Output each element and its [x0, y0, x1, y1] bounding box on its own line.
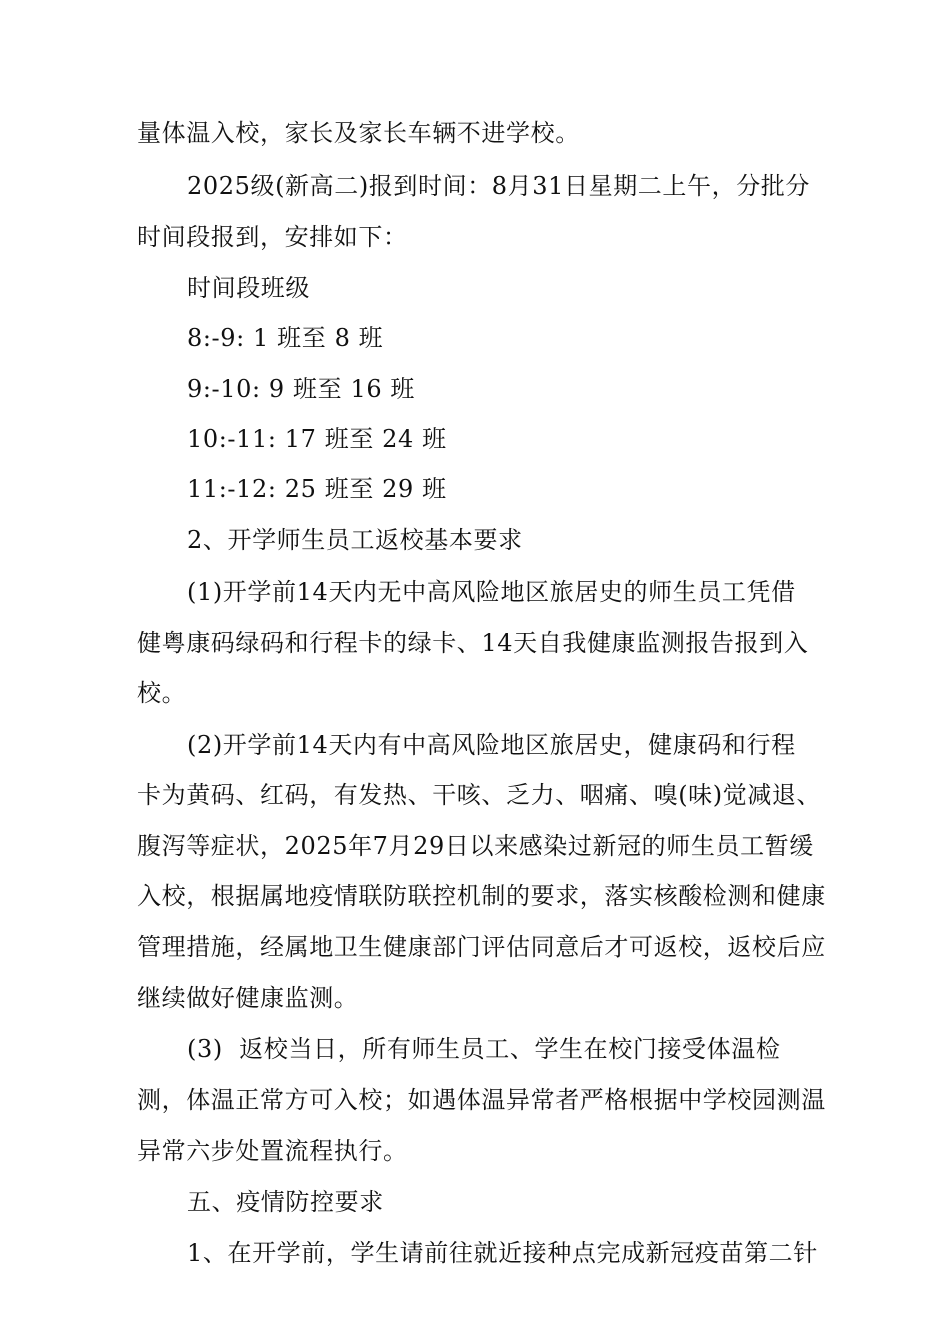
text-line: (1)开学前14天内无中高风险地区旅居史的师生员工凭借	[187, 578, 796, 606]
text-line: 8:-9: 1 班至 8 班	[187, 324, 384, 352]
text-line: 2025级(新高二)报到时间：8月31日星期二上午，分批分	[187, 172, 811, 200]
text-line: 腹泻等症状，2025年7月29日以来感染过新冠的师生员工暂缓	[137, 832, 814, 860]
text-line: 时间段班级	[187, 274, 310, 302]
text-line: 9:-10: 9 班至 16 班	[187, 375, 416, 403]
text-line: 管理措施，经属地卫生健康部门评估同意后才可返校，返校后应	[137, 933, 826, 961]
section-heading: 2、开学师生员工返校基本要求	[187, 526, 523, 554]
text-line: 健粤康码绿码和行程卡的绿卡、14天自我健康监测报告报到入	[137, 629, 809, 657]
section-heading: 五、疫情防控要求	[187, 1188, 384, 1216]
text-line: 入校，根据属地疫情联防联控机制的要求，落实核酸检测和健康	[137, 882, 826, 910]
text-line: 1、在开学前，学生请前往就近接种点完成新冠疫苗第二针	[187, 1239, 818, 1267]
text-line: (3) 返校当日，所有师生员工、学生在校门接受体温检	[187, 1035, 781, 1063]
text-line: 继续做好健康监测。	[137, 984, 359, 1012]
text-line: 校。	[137, 679, 187, 707]
text-line: (2)开学前14天内有中高风险地区旅居史，健康码和行程	[187, 731, 796, 759]
text-line: 卡为黄码、红码，有发热、干咳、乏力、咽痛、嗅(味)觉减退、	[137, 781, 822, 809]
text-line: 量体温入校，家长及家长车辆不进学校。	[137, 119, 580, 147]
text-line: 测，体温正常方可入校；如遇体温异常者严格根据中学校园测温	[137, 1086, 826, 1114]
text-line: 10:-11: 17 班至 24 班	[187, 425, 447, 453]
text-line: 11:-12: 25 班至 29 班	[187, 475, 447, 503]
text-line: 异常六步处置流程执行。	[137, 1137, 408, 1165]
text-line: 时间段报到，安排如下：	[137, 223, 408, 251]
